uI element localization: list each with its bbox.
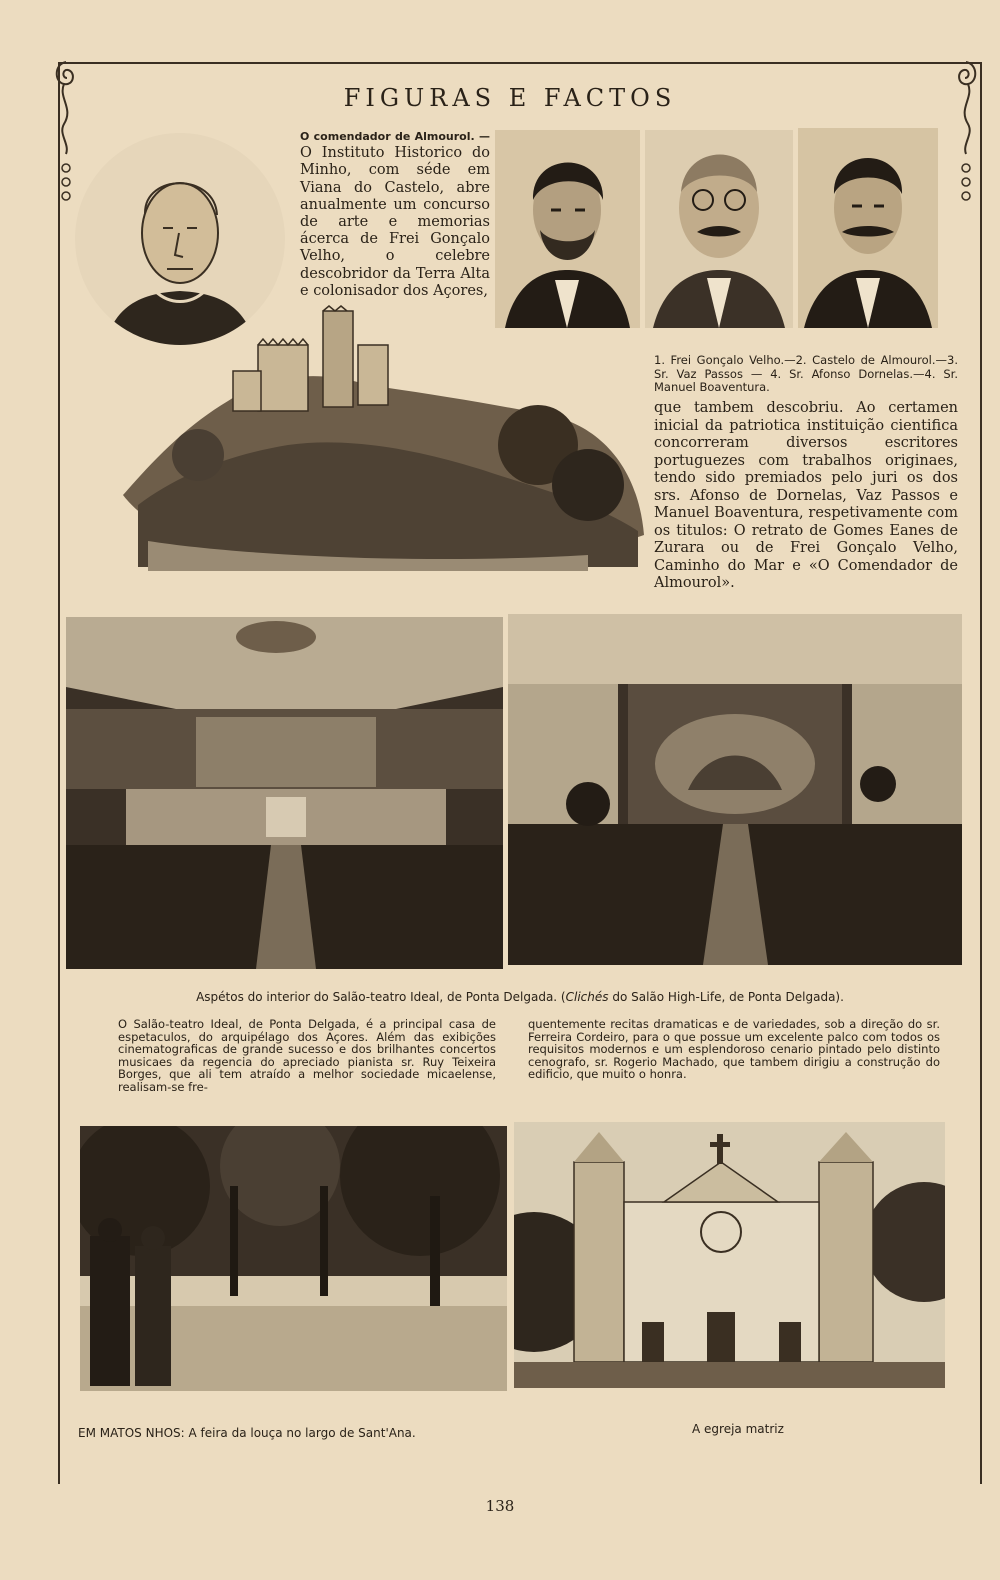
- theatre-caption-pre: Aspétos do interior do Salão-teatro Ideal, de Ponta Delgada. (: [196, 990, 566, 1004]
- ornament-left-icon: [50, 58, 82, 208]
- egreja-caption: A egreja matriz: [692, 1422, 784, 1436]
- theatre-interior-image-1: [66, 617, 503, 969]
- article-continuation: que tambem descobriu. Ao certamen inicial da patriotica instituição cientifica concorreram diversos escritores portuguezes com trabalhos originaes, tendo sido premiados pelo juri os dos srs. Afonso de Dornelas, Vaz Passos e Manuel Boaventura, respetivamente com os titulos: O retrato de Gomes Eanes de Zurara ou de Frei Gonçalo Velho, Caminho do Mar e «O Comendador de Almourol».: [654, 400, 958, 591]
- page-title: FIGURAS E FACTOS: [343, 84, 677, 112]
- feira-caption: EM MATOS NHOS: A feira da louça no largo de Sant'Ana.: [78, 1426, 416, 1440]
- portrait-afonso-dornelas: [645, 130, 793, 328]
- theatre-caption: [60, 990, 980, 1004]
- castle-almourol-image: [118, 305, 648, 573]
- article-lead-title: O comendador de Almourol. —: [300, 130, 490, 143]
- feira-da-louca-image: [80, 1126, 507, 1391]
- theatre-caption-post: do Salão High-Life, de Ponta Delgada).: [608, 990, 844, 1004]
- egreja-matriz-image: [514, 1122, 945, 1388]
- theatre-interior-image-2: [508, 614, 962, 965]
- portrait-vaz-passos: [495, 130, 640, 328]
- theatre-caption-italic: Clichés: [565, 990, 609, 1004]
- intro-text: O Instituto Historico do Minho, com séde em Viana do Castelo, abre anualmente um concurso de arte e memorias ácerca de Frei Gonçalo Velho, o celebre descobridor da Terra Alta e colonisador dos Açores,: [300, 145, 490, 299]
- intro-paragraph: [300, 128, 490, 300]
- photo-legend: 1. Frei Gonçalo Velho.—2. Castelo de Almourol.—3. Sr. Vaz Passos — 4. Sr. Afonso Dornelas.—4. Sr. Manuel Boaventura.: [654, 353, 958, 395]
- ornament-right-icon: [950, 58, 982, 208]
- portrait-manuel-boaventura: [798, 128, 938, 328]
- theatre-text-right: quentemente recitas dramaticas e de variedades, sob a direção do sr. Ferreira Cordeiro, para o que possue um excelente palco com todos os requisitos modernos e um esplendoroso cenario pintado pelo distinto cenografo, sr. Rogerio Machado, que tambem dirigiu a construção do edificio, que muito o honra.: [528, 1017, 940, 1082]
- page-number: 138: [485, 1497, 515, 1515]
- theatre-text-left: O Salão-teatro Ideal, de Ponta Delgada, é a principal casa de espetaculos, do arquipélago dos Açores. Além das exibições cinematograficas de grande sucesso e dos brilhantes concertos musicaes da regencia do apreciado pianista sr. Ruy Teixeira Borges, que ali tem atraído a melhor sociedade micaelense, realisam-se fre-: [118, 1017, 496, 1094]
